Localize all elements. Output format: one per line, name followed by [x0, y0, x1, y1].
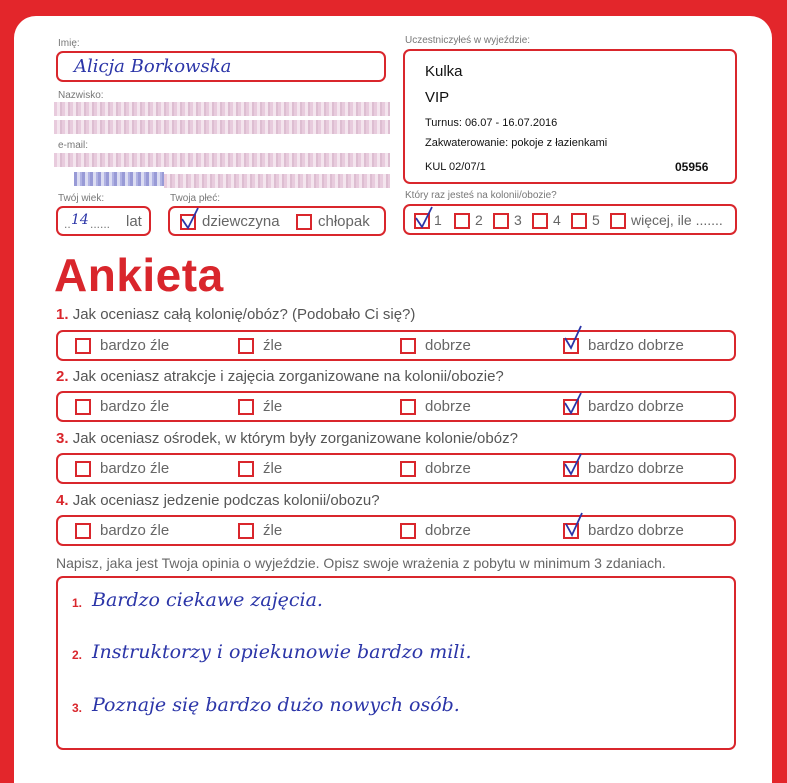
- q3-checkbox-bad[interactable]: [238, 461, 254, 477]
- surname-redacted-2: [54, 120, 390, 134]
- gender-option-girl: dziewczyna: [202, 213, 280, 230]
- q1-checkbox-very-bad[interactable]: [75, 338, 91, 354]
- survey-sheet: [14, 16, 772, 783]
- trip-turnus: Turnus: 06.07 - 16.07.2016: [425, 117, 558, 129]
- q4-checkbox-bad[interactable]: [238, 523, 254, 539]
- surname-redacted: [54, 102, 390, 116]
- q3-option-good: dobrze: [425, 460, 471, 477]
- times-checkbox-4[interactable]: [532, 213, 548, 229]
- gender-option-boy: chłopak: [318, 213, 370, 230]
- gender-label: Twoja płeć:: [170, 193, 221, 204]
- check-mark-icon: [413, 206, 435, 232]
- check-mark-icon: [562, 391, 584, 417]
- times-option-1: 1: [434, 212, 442, 228]
- q4-option-good: dobrze: [425, 522, 471, 539]
- name-label: Imię:: [58, 38, 80, 49]
- q2-option-good: dobrze: [425, 398, 471, 415]
- opinion-line-2: Instruktorzy i opiekunowie bardzo mili.: [92, 641, 472, 663]
- times-option-4: 4: [553, 212, 561, 228]
- q2-option-very-bad: bardzo źle: [100, 398, 170, 415]
- trip-code: KUL 02/07/1: [425, 161, 486, 173]
- q4-option-very-good: bardzo dobrze: [588, 522, 684, 539]
- trip-accommodation: Zakwaterowanie: pokoje z łazienkami: [425, 137, 608, 149]
- opinion-prompt: Napisz, jaka jest Twoja opinia o wyjeździe. Opisz swoje wrażenia z pobytu w minimum 3 zdaniach.: [56, 555, 666, 571]
- q4-option-bad: źle: [263, 522, 283, 539]
- age-unit: lat: [126, 213, 142, 230]
- question-4-text: 4. Jak oceniasz jedzenie podczas kolonii/obozu?: [56, 492, 380, 509]
- gender-field: [168, 206, 386, 236]
- q1-checkbox-good[interactable]: [400, 338, 416, 354]
- q4-checkbox-very-bad[interactable]: [75, 523, 91, 539]
- trip-number: 05956: [675, 160, 709, 174]
- q4-option-very-bad: bardzo źle: [100, 522, 170, 539]
- age-label: Twój wiek:: [58, 193, 105, 204]
- question-3-text: 3. Jak oceniasz ośrodek, w którym były zorganizowane kolonie/obóz?: [56, 430, 518, 447]
- survey-title: Ankieta: [54, 249, 224, 301]
- name-value: Alicja Borkowska: [74, 56, 232, 77]
- question-2-options: [56, 391, 736, 422]
- q1-checkbox-bad[interactable]: [238, 338, 254, 354]
- trip-line2: VIP: [425, 89, 450, 106]
- q3-option-very-good: bardzo dobrze: [588, 460, 684, 477]
- check-mark-icon: [562, 324, 584, 350]
- question-1-options: [56, 330, 736, 361]
- trip-card: [403, 49, 737, 184]
- question-1-text: 1. Jak oceniasz całą kolonię/obóz? (Podobało Ci się?): [56, 306, 416, 323]
- times-option-5: 5: [592, 212, 600, 228]
- gender-checkbox-boy[interactable]: [296, 214, 312, 230]
- times-option-3: 3: [514, 212, 522, 228]
- email-redacted-2: [164, 174, 390, 188]
- check-mark-icon: [563, 512, 585, 538]
- age-value: 14: [71, 212, 89, 228]
- email-label: e-mail:: [58, 140, 89, 151]
- q1-option-good: dobrze: [425, 337, 471, 354]
- q2-checkbox-bad[interactable]: [238, 399, 254, 415]
- q2-checkbox-very-bad[interactable]: [75, 399, 91, 415]
- question-4-options: [56, 515, 736, 546]
- times-checkbox-2[interactable]: [454, 213, 470, 229]
- times-checkbox-5[interactable]: [571, 213, 587, 229]
- question-3-options: [56, 453, 736, 484]
- name-field[interactable]: [56, 51, 386, 82]
- opinion-line-3: Poznaje się bardzo dużo nowych osób.: [92, 694, 460, 716]
- participant-label: Uczestniczyłeś w wyjeździe:: [405, 35, 531, 46]
- email-redacted: [54, 153, 390, 167]
- trip-line1: Kulka: [425, 63, 463, 80]
- q3-checkbox-very-bad[interactable]: [75, 461, 91, 477]
- times-label: Który raz jesteś na kolonii/obozie?: [405, 190, 557, 201]
- age-field[interactable]: .. 14 ...... lat: [56, 206, 151, 236]
- times-option-more: więcej, ile .......: [631, 212, 723, 228]
- email-redacted-ink: [74, 172, 164, 186]
- q2-option-bad: źle: [263, 398, 283, 415]
- times-field: [403, 204, 737, 235]
- times-option-2: 2: [475, 212, 483, 228]
- q1-option-bad: źle: [263, 337, 283, 354]
- check-mark-icon: [179, 207, 201, 233]
- check-mark-icon: [562, 452, 584, 478]
- times-checkbox-more[interactable]: [610, 213, 626, 229]
- surname-label: Nazwisko:: [58, 90, 104, 101]
- q3-option-very-bad: bardzo źle: [100, 460, 170, 477]
- q2-checkbox-good[interactable]: [400, 399, 416, 415]
- q4-checkbox-good[interactable]: [400, 523, 416, 539]
- q3-checkbox-good[interactable]: [400, 461, 416, 477]
- times-checkbox-3[interactable]: [493, 213, 509, 229]
- opinion-line-1: Bardzo ciekawe zajęcia.: [92, 589, 323, 611]
- q1-option-very-good: bardzo dobrze: [588, 337, 684, 354]
- q1-option-very-bad: bardzo źle: [100, 337, 170, 354]
- q3-option-bad: źle: [263, 460, 283, 477]
- q2-option-very-good: bardzo dobrze: [588, 398, 684, 415]
- opinion-textarea[interactable]: 1. Bardzo ciekawe zajęcia. 2. Instruktorzy i opiekunowie bardzo mili. 3. Poznaje się bardzo dużo nowych osób.: [56, 576, 736, 750]
- question-2-text: 2. Jak oceniasz atrakcje i zajęcia zorganizowane na kolonii/obozie?: [56, 368, 504, 385]
